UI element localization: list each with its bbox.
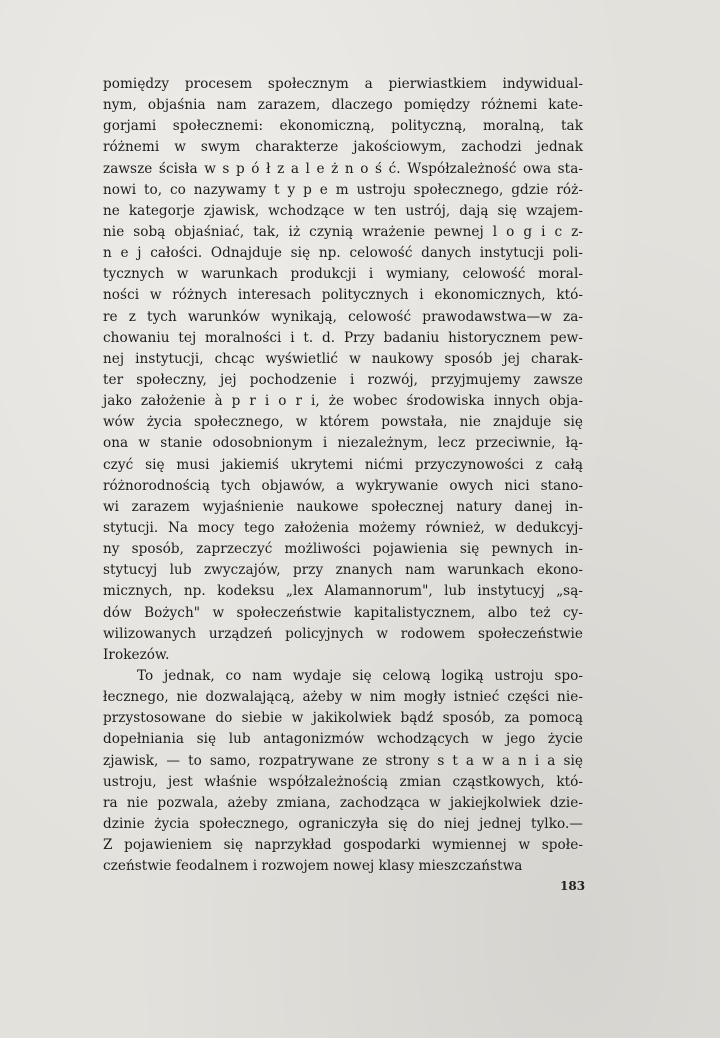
text-line: ra nie pozwala, ażeby zmiana, zachodząca w jakiejkolwiek dzie- bbox=[103, 794, 583, 811]
text-line: Z pojawieniem się naprzykład gospodarki wymiennej w społe- bbox=[103, 837, 583, 854]
text-line: n e j całości. Odnajduje się np. celowość danych instytucji poli- bbox=[103, 245, 583, 262]
body-text bbox=[103, 74, 583, 877]
text-line: przystosowane do siebie w jakikolwiek bądź sposób, za pomocą bbox=[103, 710, 583, 727]
text-line: dów Bożych" w społeczeństwie kapitalistycznem, albo też cy- bbox=[103, 604, 583, 621]
text-line: dopełniania się lub antagonizmów wchodzących w jego życie bbox=[103, 731, 583, 748]
text-line: czeństwie feodalnem i rozwojem nowej klasy mieszczaństwa bbox=[103, 858, 523, 875]
text-line: ona w stanie odosobnionym i niezależnym, lecz przeciwnie, łą- bbox=[103, 435, 583, 452]
text-line: różnemi w swym charakterze jakościowym, zachodzi jednak bbox=[103, 139, 583, 156]
text-line: wi zarazem wyjaśnienie naukowe społecznej natury danej in- bbox=[103, 498, 583, 515]
text-line: Irokezów. bbox=[103, 646, 170, 663]
text-line: stytucyj lub zwyczajów, przy znanych nam warunkach ekono- bbox=[103, 562, 583, 579]
text-line: zawsze ścisła w s p ó ł z a l e ż n o ś ć. Współzależność owa sta- bbox=[103, 160, 583, 177]
text-line: micznych, np. kodeksu „lex Alamannorum", lub instytucyj „są- bbox=[103, 583, 583, 600]
text-line: dzinie życia społecznego, ograniczyła się do niej jednej tylko.— bbox=[103, 815, 583, 832]
text-line: tycznych w warunkach produkcji i wymiany, celowość moral- bbox=[103, 266, 583, 283]
text-line: ne kategorje zjawisk, wchodzące w ten ustrój, dają się wzajem- bbox=[103, 202, 583, 219]
text-line: ności w różnych interesach politycznych i ekonomicznych, któ- bbox=[103, 287, 583, 304]
text-line: zjawisk, — to samo, rozpatrywane ze strony s t a w a n i a się bbox=[103, 752, 583, 769]
text-line: różnorodnością tych objawów, a wykrywanie owych nici stano- bbox=[103, 477, 583, 494]
page-number: 183 bbox=[560, 879, 586, 893]
text-line: ter społeczny, jej pochodzenie i rozwój, przyjmujemy zawsze bbox=[103, 371, 583, 388]
text-line: ny sposób, zaprzeczyć możliwości pojawienia się pewnych in- bbox=[103, 541, 583, 558]
text-line: jako założenie à p r i o r i, że wobec środowiska innych obja- bbox=[103, 393, 583, 410]
text-line: nej instytucji, chcąc wyświetlić w naukowy sposób jej charak- bbox=[103, 350, 583, 367]
text-line: nowi to, co nazywamy t y p e m ustroju społecznego, gdzie róż- bbox=[103, 181, 583, 198]
text-line: łecznego, nie dozwalającą, ażeby w nim mogły istnieć części nie- bbox=[103, 689, 583, 706]
text-line: chowaniu tej moralności i t. d. Przy badaniu historycznem pew- bbox=[103, 329, 583, 346]
text-line: ustroju, jest właśnie współzależnością zmian cząstkowych, któ- bbox=[103, 773, 583, 790]
text-line: nie sobą objaśniać, tak, iż czynią wrażenie pewnej l o g i c z- bbox=[103, 223, 583, 240]
text-line: wilizowanych urządzeń policyjnych w rodowem społeczeństwie bbox=[103, 625, 583, 642]
text-line: pomiędzy procesem społecznym a pierwiastkiem indywidual- bbox=[103, 76, 583, 92]
text-line: To jednak, co nam wydaje się celową logiką ustroju spo- bbox=[137, 667, 583, 684]
text-line: nym, objaśnia nam zarazem, dlaczego pomiędzy różnemi kate- bbox=[103, 97, 583, 114]
text-line: gorjami społecznemi: ekonomiczną, polityczną, moralną, tak bbox=[103, 118, 583, 135]
text-line: wów życia społecznego, w którem powstała, nie znajduje się bbox=[103, 414, 583, 431]
text-line: czyć się musi jakiemiś ukrytemi nićmi przyczynowości z całą bbox=[103, 456, 583, 473]
text-line: re z tych warunków wynikają, celowość prawodawstwa—w za- bbox=[103, 308, 583, 325]
text-line: stytucji. Na mocy tego założenia możemy również, w dedukcyj- bbox=[103, 519, 583, 536]
